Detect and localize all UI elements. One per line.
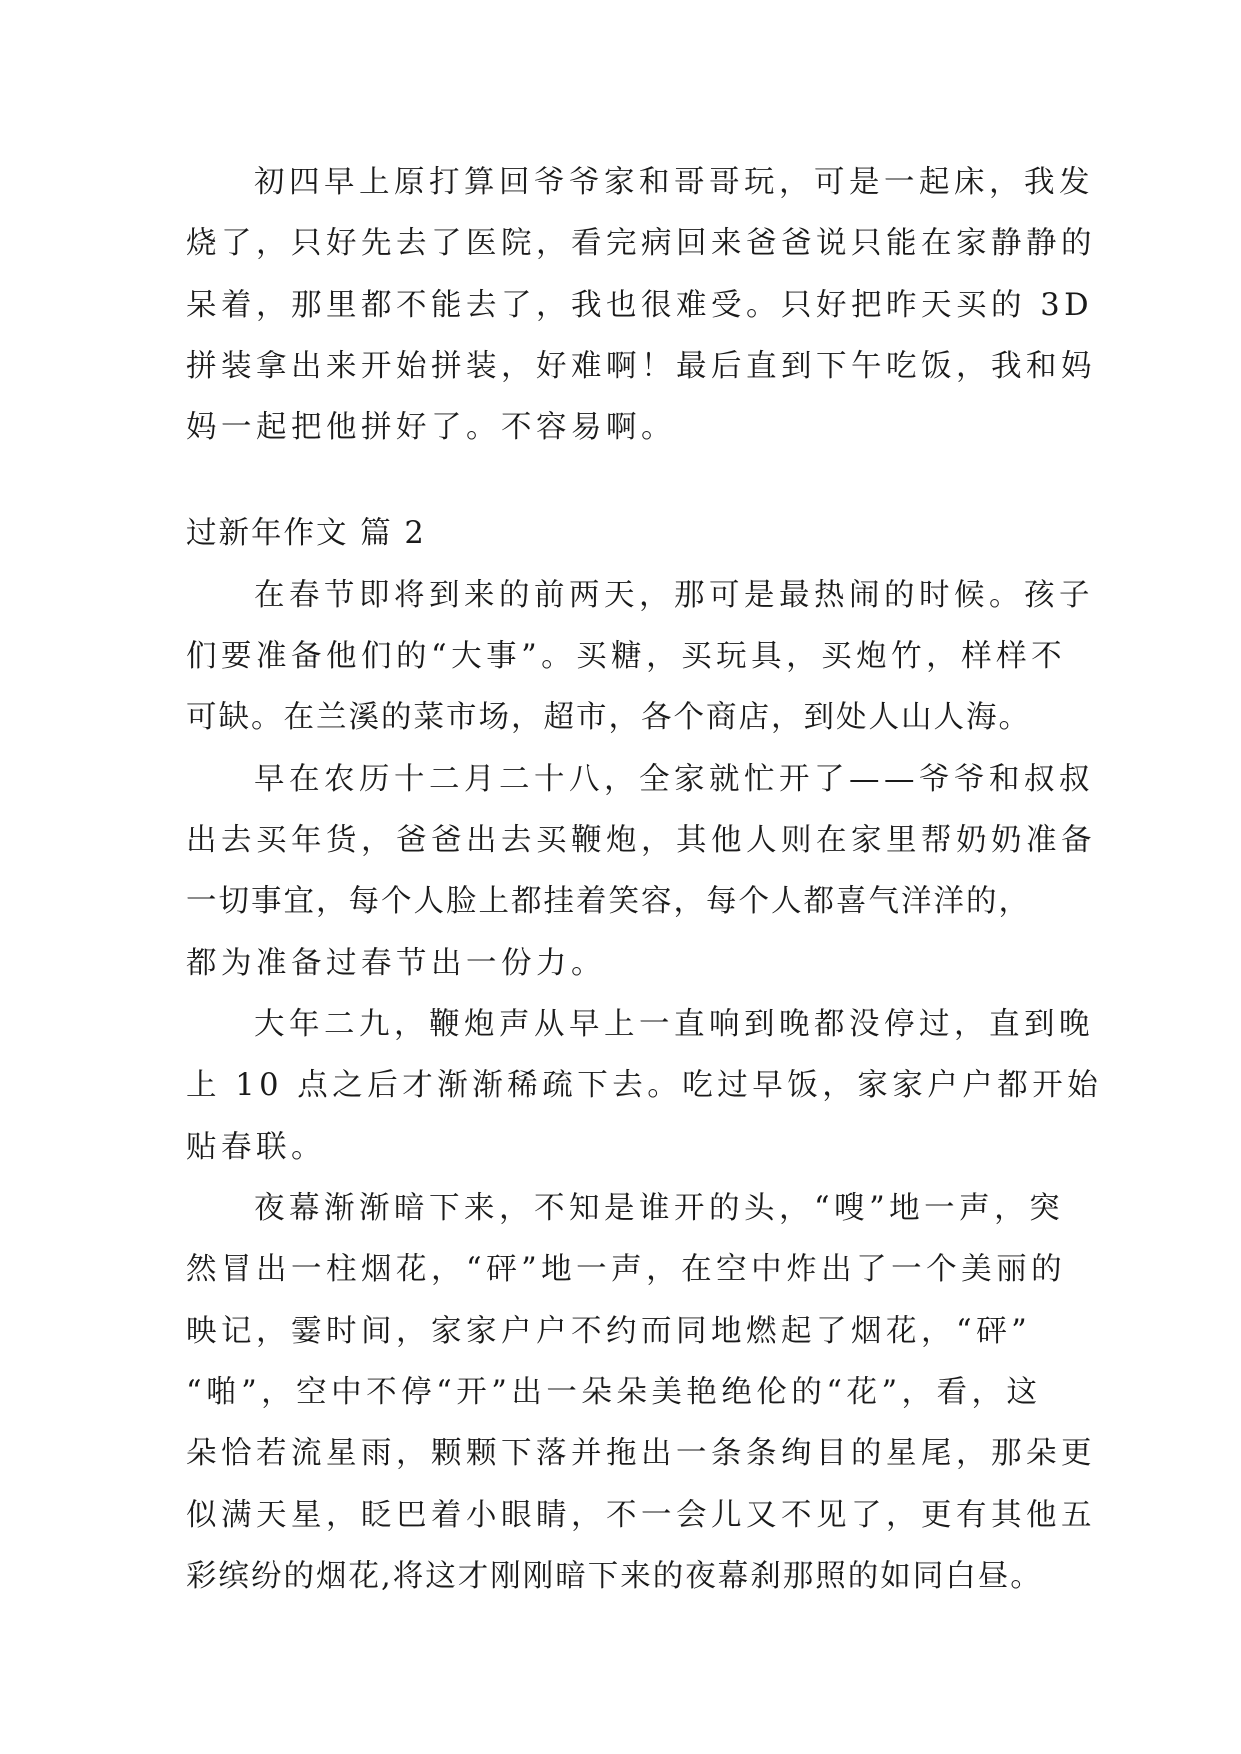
intro-line: 妈一起把他拼好了。不容易啊。 <box>186 410 676 445</box>
body-line: 们要准备他们的“大事”。买糖，买玩具，买炮竹，样样不 <box>186 639 1067 674</box>
body-line: 都为准备过春节出一份力。 <box>186 946 606 981</box>
body-line: 夜幕渐渐暗下来，不知是谁开的头，“嗖”地一声，突 <box>254 1191 1065 1226</box>
body-line: 朵恰若流星雨，颗颗下落并拖出一条条绚目的星尾，那朵更 <box>186 1436 1096 1471</box>
body-line: 在春节即将到来的前两天，那可是最热闹的时候。孩子 <box>254 578 1094 613</box>
body-line: 上 10 点之后才渐渐稀疏下去。吃过早饭，家家户户都开始 <box>186 1068 1103 1103</box>
body-line: 似满天星，眨巴着小眼睛，不一会儿又不见了，更有其他五 <box>186 1498 1096 1533</box>
intro-line: 拼装拿出来开始拼装，好难啊！最后直到下午吃饭，我和妈 <box>186 349 1096 384</box>
body-line: “啪”，空中不停“开”出一朵朵美艳绝伦的“花”，看，这 <box>186 1375 1042 1410</box>
body-line: 映记，霎时间，家家户户不约而同地燃起了烟花，“砰” <box>186 1314 1032 1349</box>
body-line: 大年二九，鞭炮声从早上一直响到晚都没停过，直到晚 <box>254 1007 1094 1042</box>
intro-line: 呆着，那里都不能去了，我也很难受。只好把昨天买的 3D <box>186 288 1094 323</box>
body-line: 然冒出一柱烟花，“砰”地一声，在空中炸出了一个美丽的 <box>186 1252 1067 1287</box>
body-line: 可缺。在兰溪的菜市场，超市，各个商店，到处人山人海。 <box>186 700 1031 735</box>
intro-line: 烧了，只好先去了医院，看完病回来爸爸说只能在家静静的 <box>186 226 1096 261</box>
intro-line: 初四早上原打算回爷爷家和哥哥玩，可是一起床，我发 <box>254 165 1094 200</box>
body-line: 出去买年货，爸爸出去买鞭炮，其他人则在家里帮奶奶准备 <box>186 823 1096 858</box>
body-line: 贴春联。 <box>186 1130 326 1165</box>
body-line: 早在农历十二月二十八，全家就忙开了——爷爷和叔叔 <box>254 762 1094 797</box>
body-line: 彩缤纷的烟花,将这才刚刚暗下来的夜幕刹那照的如同白昼。 <box>186 1559 1043 1594</box>
section-heading: 过新年作文 篇 2 <box>186 516 426 551</box>
body-line: 一切事宜，每个人脸上都挂着笑容，每个人都喜气洋洋的， <box>186 884 1031 919</box>
